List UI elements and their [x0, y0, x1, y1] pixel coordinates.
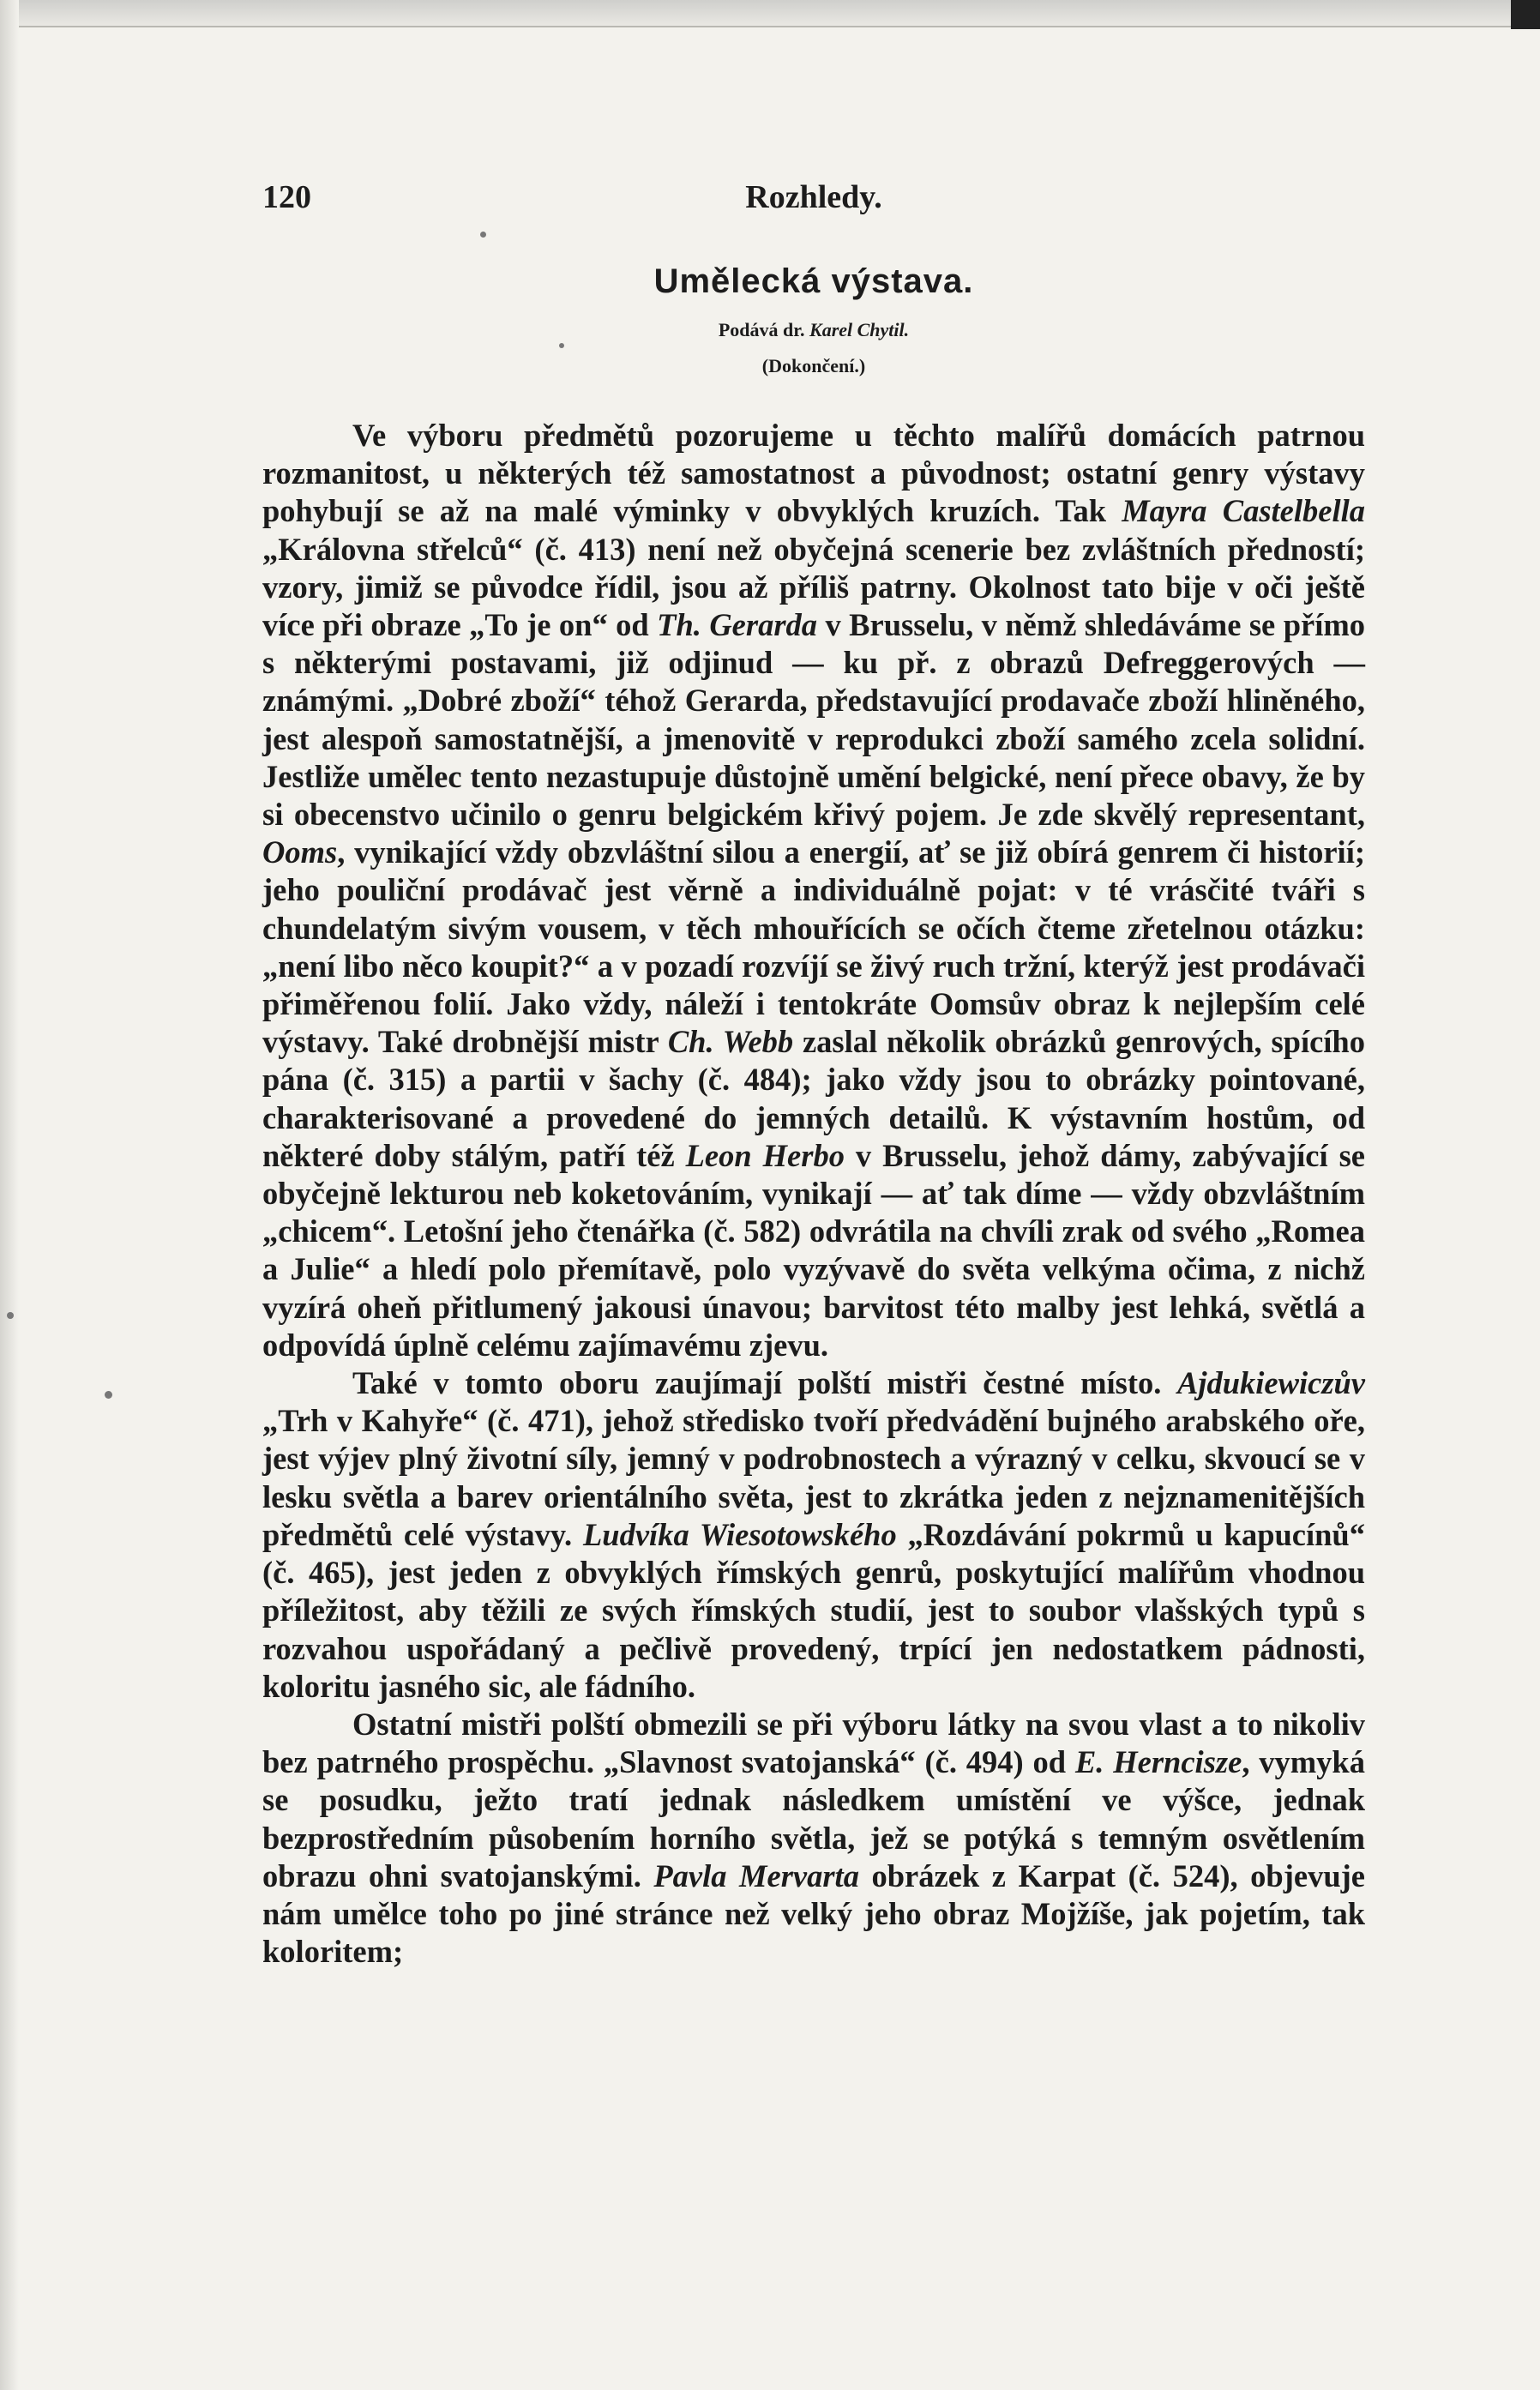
byline-prefix: Podává dr.: [718, 319, 805, 340]
continuation-note: (Dokončení.): [761, 355, 866, 376]
text-run: Také v tomto oboru zaujímají polští mistři čestné místo.: [352, 1365, 1177, 1401]
paragraph: [262, 1364, 1365, 1706]
italic-name: Ajdukiewiczův: [1176, 1365, 1365, 1401]
byline: [262, 319, 1365, 341]
scan-corner-mark: [1511, 0, 1540, 29]
scan-speck: [7, 1312, 14, 1319]
byline-author: Karel Chytil.: [809, 319, 910, 340]
italic-name: Leon Herbo: [685, 1137, 845, 1173]
italic-name: Pavla Mervarta: [653, 1857, 859, 1893]
italic-name: Mayra Castelbella: [1122, 493, 1366, 529]
text-run: v Brusselu, v němž shledáváme se přímo s některými postavami, již odjinud — ku př. z obrazů Defreggerových — známými. „Dobré zboží“ téhož Gerarda, představující prodavače zboží hliněného, jest alespoň samostatnější, a jmenovitě v reprodukci zboží samého zcela solidní. Jestliže umělec tento nezastupuje důstojně umění belgické, není přece obavy, že by si obecenstvo učinilo o genru belgickém křivý pojem. Je zde skvělý representant,: [262, 607, 1365, 833]
italic-name: Ooms: [262, 834, 338, 870]
article-body: [262, 417, 1365, 1971]
paragraph: [262, 417, 1365, 1364]
page-header: [262, 178, 1365, 221]
italic-name: E. Herncisze: [1074, 1744, 1242, 1780]
text-run: „Trh v Kahyře“ (č. 471), jehož středisko tvoří předvádění bujného arabského oře, jest výjev plný životní síly, jemný v podrobnostech a výrazný v celku, skvoucí se v lesku světla a barev orientálního světa, jest to zkrátka jeden z nejznamenitějších předmětů celé výstavy.: [262, 1403, 1365, 1552]
italic-name: Ch. Webb: [667, 1024, 794, 1060]
article-title: Umělecká výstava.: [653, 262, 974, 300]
italic-name: Th. Gerarda: [657, 607, 818, 643]
text-run: „Rozdávání pokrmů u kapucínů“ (č. 465), jest jeden z obvyklých římských genrů, poskytující malířům vhodnou příležitost, aby těžili ze svých římských studií, jest to soubor vlašských typů s rozvahou uspořádaný a pečlivě provedený, trpící jen nedostatkem pádnosti, koloritu jasného sic, ale fádního.: [262, 1516, 1365, 1704]
scan-left-edge: [0, 0, 19, 2390]
text-run: , vynikající vždy obzvláštní silou a energií, ať se již obírá genrem či historií; jeho pouliční prodávač jest věrně a individuálně pojat: v té vrásčité tváři s chundelatým sivým vousem, v těch mhouřících se očích čteme zřetelnou otázku: „není libo něco koupit?“ a v pozadí rozvíjí se živý ruch tržní, kterýž jest prodávači přiměřenou folií. Jako vždy, náleží i tentokráte Oomsův obraz k nejlepším celé výstavy. Také drobnější mistr: [262, 834, 1365, 1060]
scan-top-border: [0, 0, 1540, 27]
scan-speck: [559, 343, 564, 348]
scan-speck: [480, 232, 486, 238]
text-run: „Královna střelců“ (č. 413) není než obyčejná scenerie bez zvláštních předností; vzory, jimiž se původce řídil, jsou až příliš patrny. Okolnost tato bije v oči ještě více při obraze „To je on“ od: [262, 531, 1365, 643]
page-number: 120: [262, 179, 311, 215]
text-run: Ve výboru předmětů pozorujeme u těchto malířů domácích patrnou rozmanitost, u některých též samostatnost a původnost; ostatní genry výstavy pohybují se až na malé výminky v obvyklých kruzích. Tak: [262, 418, 1365, 529]
scan-speck: [105, 1391, 112, 1399]
running-title: Rozhledy.: [745, 179, 882, 215]
text-run: v Brusselu, jehož dámy, zabývající se obyčejně lekturou neb koketováním, vynikají — ať tak díme — vždy obzvláštním „chicem“. Letošní jeho čtenářka (č. 582) odvrátila na chvíli zrak od svého „Romea a Julie“ a hledí polo přemítavě, polo vyzývavě do světa velkýma očima, z nichž vyzírá oheň přitlumený jakousi únavou; barvitost této malby jest lehká, světlá a odpovídá úplně celému zajímavému zjevu.: [262, 1137, 1365, 1363]
paragraph: [262, 1706, 1365, 1971]
text-run: , vymyká se posudku, ježto tratí jednak následkem umístění ve výšce, jednak bezprostředním působením horního světla, jež se potýká s temným osvětlením obrazu ohni svatojanskými.: [262, 1744, 1365, 1893]
text-run: obrázek z Karpat (č. 524), objevuje nám umělce toho po jiné stránce než velký jeho obraz Mojžíše, jak pojetím, tak koloritem;: [262, 1857, 1365, 1970]
text-run: zaslal několik obrázků genrových, spícího pána (č. 315) a partii v šachy (č. 484); jako vždy jsou to obrázky pointované, charakterisované a provedené do jemných detailů. K výstavním hostům, od některé doby stálým, patří též: [262, 1024, 1365, 1173]
italic-name: Ludvíka Wiesotowského: [583, 1516, 897, 1552]
text-run: Ostatní mistři polští obmezili se při výboru látky na svou vlast a to nikoliv bez patrného prospěchu. „Slavnost svatojanská“ (č. 494) od: [262, 1706, 1365, 1780]
